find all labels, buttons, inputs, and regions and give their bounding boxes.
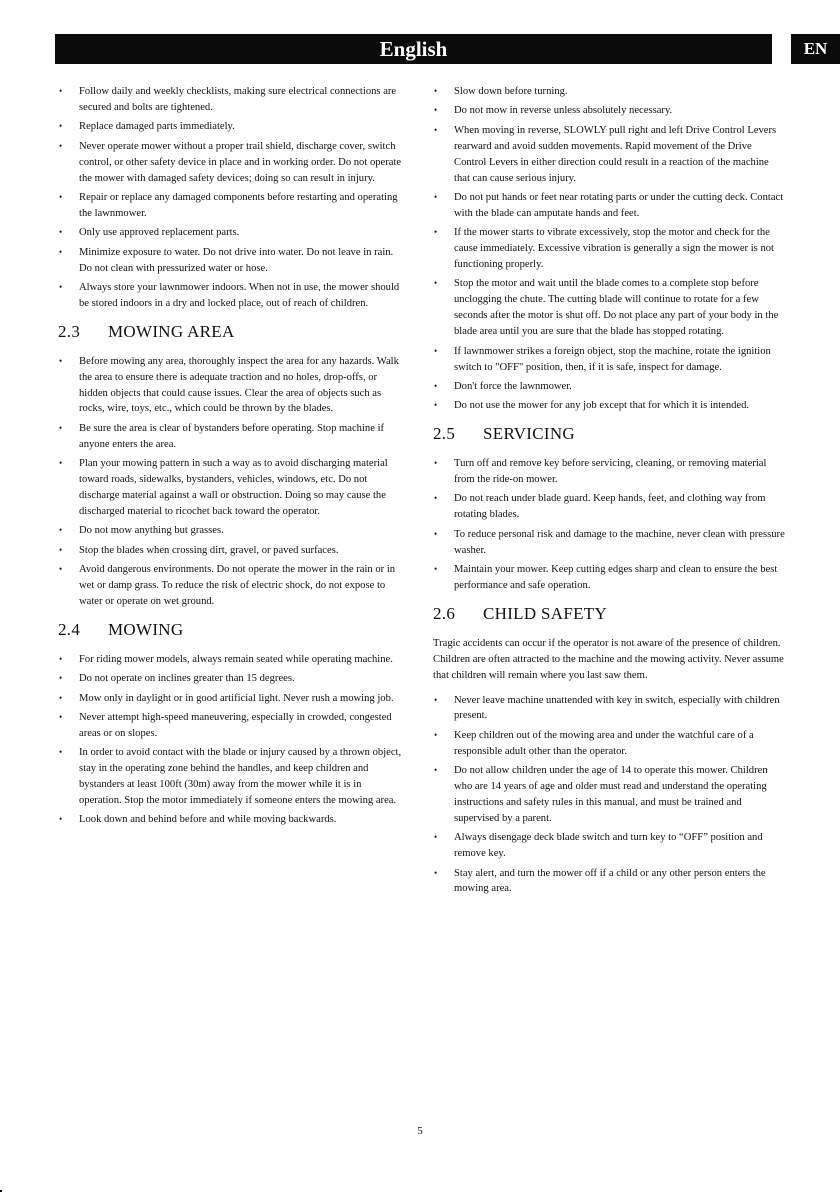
list-item: • Follow daily and weekly checklists, making sure electrical connections are secured and bolts are tightened. xyxy=(58,84,404,116)
section-heading-mowing xyxy=(58,619,404,639)
list-item: • Never leave machine unattended with key in switch, especially with children present. xyxy=(433,693,785,725)
header-title: English xyxy=(379,36,448,61)
list-item: • Do not put hands or feet near rotating parts or under the cutting deck. Contact with the blade can amputate hands and feet. xyxy=(433,190,785,222)
list-item: • Never attempt high-speed maneuvering, especially in crowded, congested areas or on slopes. xyxy=(58,710,404,742)
mowing-list xyxy=(58,652,404,829)
list-item: • Turn off and remove key before servicing, cleaning, or removing material from the ride-on mower. xyxy=(433,456,785,488)
list-item: • To reduce personal risk and damage to the machine, never clean with pressure washer. xyxy=(433,527,785,559)
list-item: • If lawnmower strikes a foreign object, stop the machine, rotate the ignition switch to "OFF" position, then, if it is safe, inspect for damage. xyxy=(433,344,785,376)
child-safety-list xyxy=(433,693,785,898)
list-item: • Mow only in daylight or in good artificial light. Never rush a mowing job. xyxy=(58,691,404,707)
mowing-area-list xyxy=(58,354,404,610)
list-item: • Stop the blades when crossing dirt, gravel, or paved surfaces. xyxy=(58,543,404,559)
child-safety-intro: Tragic accidents can occur if the operator is not aware of the presence of children. Children are often attracted to the machine and the mowing activity. Never assume that children will remain where you last saw them. xyxy=(433,637,784,681)
list-item: • Keep children out of the mowing area and under the watchful care of a responsible adult other than the operator. xyxy=(433,728,785,760)
list-item: • Only use approved replacement parts. xyxy=(58,225,404,241)
list-item: • When moving in reverse, SLOWLY pull right and left Drive Control Levers rearward and avoid sudden movements. Rapid movement of the Drive Control Levers in either direction could result in a reaction of the machine that can cause serious injury. xyxy=(433,123,785,187)
list-item: • Never operate mower without a proper trail shield, discharge cover, switch control, or other safety device in place and in working order. Do not operate the mower with damaged safety devices; doing so can result in injury. xyxy=(58,139,404,187)
list-item: • Always disengage deck blade switch and turn key to “OFF” position and remove key. xyxy=(433,830,785,862)
language-header-bar xyxy=(55,34,772,64)
list-item: • Stay alert, and turn the mower off if a child or any other person enters the mowing area. xyxy=(433,866,785,898)
list-item: • Maintain your mower. Keep cutting edges sharp and clean to ensure the best performance and safe operation. xyxy=(433,562,785,594)
operation-safety-list xyxy=(433,84,785,414)
list-item: • Avoid dangerous environments. Do not operate the mower in the rain or in wet or damp grass. To reduce the risk of electric shock, do not expose to water or operate on wet ground. xyxy=(58,562,404,610)
list-item: • Look down and behind before and while moving backwards. xyxy=(58,812,404,828)
section-number: 2.6 xyxy=(433,603,456,623)
section-title: MOWING xyxy=(108,619,184,639)
list-item: • Don't force the lawnmower. xyxy=(433,379,785,395)
section-heading-mowing-area xyxy=(58,321,404,341)
language-tab xyxy=(791,34,840,64)
language-code: EN xyxy=(803,39,828,58)
general-safety-list xyxy=(58,84,404,312)
page-number: 5 xyxy=(417,1125,423,1137)
section-heading-child-safety xyxy=(433,603,785,623)
right-column xyxy=(433,84,785,901)
section-title: SERVICING xyxy=(483,424,576,444)
list-item: • If the mower starts to vibrate excessively, stop the motor and check for the cause immediately. Excessive vibration is generally a sign the mower is not functioning properly. xyxy=(433,225,785,273)
section-heading-servicing xyxy=(433,426,785,442)
list-item: • Be sure the area is clear of bystanders before operating. Stop machine if anyone enters the area. xyxy=(58,421,404,453)
list-item: • Plan your mowing pattern in such a way as to avoid discharging material toward roads, sidewalks, bystanders, vehicles, windows, etc. Do not discharge material against a wall or obstruction. Doing so may cause the discharged material to ricochet back toward the operator. xyxy=(58,456,404,520)
section-title: CHILD SAFETY xyxy=(483,603,608,623)
list-item: • In order to avoid contact with the blade or injury caused by a thrown object, stay in the operating zone behind the handles, and keep children and bystanders at least 100ft (30m) away from the mower while it is in operation. Stop the motor immediately if someone enters the mowing area. xyxy=(58,745,404,809)
list-item: • Replace damaged parts immediately. xyxy=(58,119,404,135)
section-number: 2.5 xyxy=(433,424,456,444)
list-item: • Always store your lawnmower indoors. When not in use, the mower should be stored indoors in a dry and locked place, out of reach of children. xyxy=(58,280,404,312)
list-item: • Do not use the mower for any job except that for which it is intended. xyxy=(433,398,785,414)
left-column xyxy=(58,84,404,832)
list-item: • Do not operate on inclines greater than 15 degrees. xyxy=(58,671,404,687)
list-item: • Do not allow children under the age of 14 to operate this mower. Children who are 14 years of age and older must read and understand the operating instructions and safety rules in this manual, and must be trained and supervised by a parent. xyxy=(433,763,785,827)
list-item: • Do not reach under blade guard. Keep hands, feet, and clothing way from rotating blades. xyxy=(433,491,785,523)
list-item: • Slow down before turning. xyxy=(433,84,785,100)
list-item: • Do not mow anything but grasses. xyxy=(58,523,404,539)
section-number: 2.4 xyxy=(58,619,81,639)
section-title: MOWING AREA xyxy=(108,321,235,341)
list-item: • Stop the motor and wait until the blade comes to a complete stop before unclogging the chute. The cutting blade will continue to rotate for a few seconds after the motor is shut off. Do not place any part of your body in the blade area until you are sure that the blade has stopped rotating. xyxy=(433,276,785,340)
list-item: • Minimize exposure to water. Do not drive into water. Do not leave in rain. Do not clean with pressurized water or hose. xyxy=(58,245,404,277)
list-item: • Do not mow in reverse unless absolutely necessary. xyxy=(433,103,785,119)
section-number: 2.3 xyxy=(58,321,81,341)
servicing-list xyxy=(433,456,785,594)
list-item: • Repair or replace any damaged components before restarting and operating the lawnmower. xyxy=(58,190,404,222)
list-item: • Before mowing any area, thoroughly inspect the area for any hazards. Walk the area to ensure there is adequate traction and no holes, drop-offs, or hidden objects that could cause issues. Clear the area of objects such as rocks, wire, toys, etc., which could be thrown by the blades. xyxy=(58,354,404,418)
list-item: • For riding mower models, always remain seated while operating machine. xyxy=(58,652,404,668)
